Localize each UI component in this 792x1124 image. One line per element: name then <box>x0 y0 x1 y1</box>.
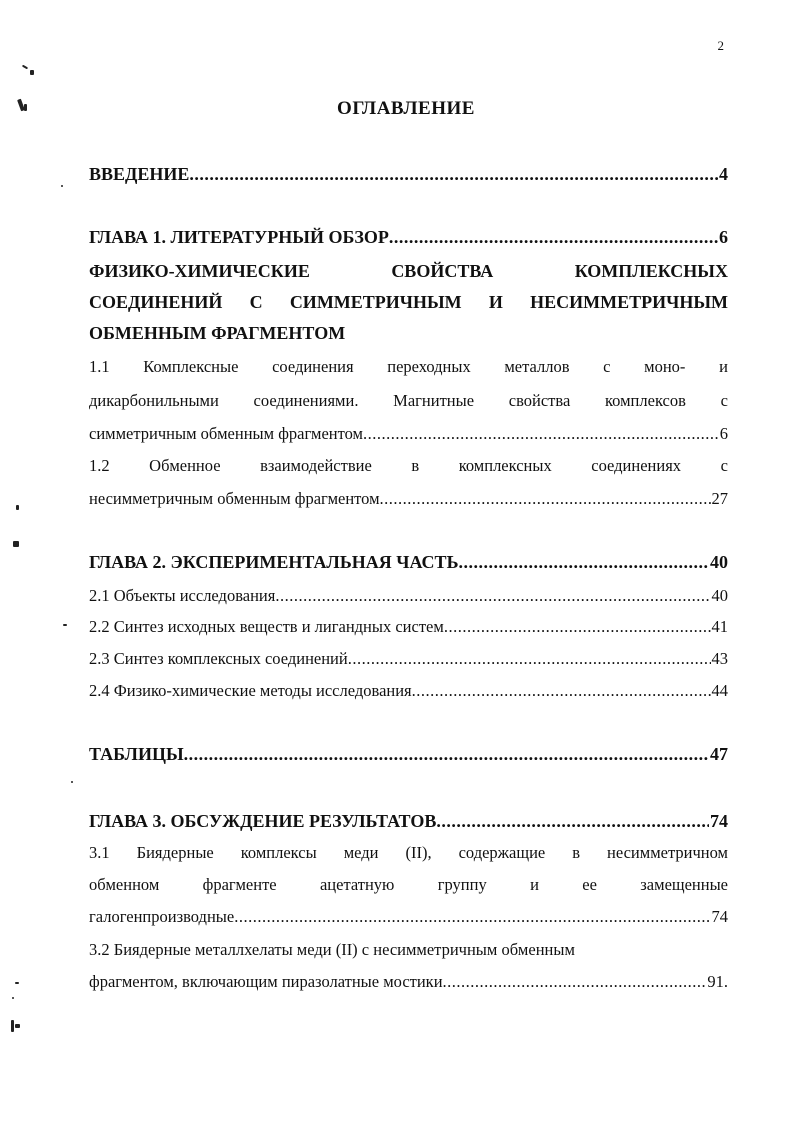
toc-entry-chapter-3[interactable] <box>89 811 728 837</box>
toc-entry-2-1[interactable] <box>89 586 728 612</box>
word: соединения <box>272 357 354 376</box>
toc-entry-page: 40 <box>710 552 728 572</box>
word: Магнитные <box>393 391 475 410</box>
word: дикарбонильными <box>89 391 219 410</box>
toc-entry-2-2[interactable] <box>89 617 728 643</box>
toc-entry-page: 6 <box>719 227 728 247</box>
toc-entry-label: несимметричным обменным фрагментом <box>89 489 380 508</box>
toc-entry-3-1[interactable] <box>89 907 728 933</box>
toc-entry-page: 44 <box>711 681 728 700</box>
word: с <box>603 357 611 376</box>
word: КОМПЛЕКСНЫХ <box>574 261 728 281</box>
word: С <box>249 292 263 312</box>
toc-entry-label: 3.2 Биядерные металлхелаты меди (II) с несимметричным обменным <box>89 940 575 959</box>
scan-artifact <box>63 624 67 626</box>
word: свойства <box>508 391 571 410</box>
toc-entry-page: 6 <box>719 424 728 443</box>
dot-leader <box>189 164 718 185</box>
chapter-1-subtitle-line-2 <box>89 292 728 318</box>
toc-entry-page: 74 <box>711 907 728 926</box>
word: с <box>720 456 728 475</box>
dot-leader <box>412 681 711 701</box>
word: СВОЙСТВА <box>391 261 494 281</box>
toc-entry-label: симметричным обменным фрагментом <box>89 424 363 443</box>
toc-entry-1-1-line-1[interactable] <box>89 357 728 383</box>
toc-entry-label: 2.2 Синтез исходных веществ и лигандных систем <box>89 617 444 636</box>
word: в <box>411 456 420 475</box>
word: ацетатную <box>319 875 395 894</box>
word: соединениях <box>591 456 682 475</box>
toc-entry-page: 43 <box>711 649 728 668</box>
toc-entry-label: галогенпроизводные <box>89 907 235 926</box>
word: и <box>530 875 539 894</box>
word: меди <box>343 843 379 862</box>
word: соединениями. <box>253 391 359 410</box>
word: обменном <box>89 875 160 894</box>
toc-entry-3-1-line-2[interactable] <box>89 875 728 901</box>
toc-entry-chapter-1[interactable] <box>89 227 728 253</box>
scan-artifact <box>11 1020 14 1032</box>
chapter-1-subtitle-line-3 <box>89 323 728 349</box>
toc-entry-label: ГЛАВА 3. ОБСУЖДЕНИЕ РЕЗУЛЬТАТОВ <box>89 811 437 831</box>
toc-entry-1-1[interactable] <box>89 424 728 450</box>
toc-entry-page: 74 <box>710 811 728 831</box>
dot-leader <box>380 489 711 509</box>
word: ее <box>582 875 597 894</box>
toc-entry-2-3[interactable] <box>89 649 728 675</box>
toc-entry-label: фрагментом, включающим пиразолатные мостики <box>89 972 443 991</box>
toc-entry-1-2-line-1[interactable] <box>89 456 728 482</box>
page-number: 2 <box>717 38 724 53</box>
word: комплексов <box>605 391 686 410</box>
word: Биядерные <box>136 843 214 862</box>
toc-entry-label: ВВЕДЕНИЕ <box>89 164 190 184</box>
toc-entry-3-2[interactable] <box>89 972 728 998</box>
word: несимметричном <box>607 843 728 862</box>
word: СОЕДИНЕНИЙ <box>89 292 223 312</box>
word: моно- <box>644 357 686 376</box>
dot-leader <box>348 649 711 669</box>
page-title: ОГЛАВЛЕНИЕ <box>337 98 475 119</box>
toc-entry-3-1-line-1[interactable] <box>89 843 728 869</box>
word: Комплексные <box>143 357 239 376</box>
word: (II), <box>405 843 432 862</box>
dot-leader <box>184 744 709 765</box>
toc-entry-label: ГЛАВА 1. ЛИТЕРАТУРНЫЙ ОБЗОР <box>89 227 389 247</box>
toc-entry-page: 47 <box>710 744 728 764</box>
word: Обменное <box>149 456 221 475</box>
scan-artifact <box>15 1024 20 1028</box>
word: содержащие <box>458 843 546 862</box>
toc-entry-1-2[interactable] <box>89 489 728 515</box>
dot-leader <box>436 811 709 832</box>
scan-artifact <box>16 505 19 510</box>
toc-entry-page: 27 <box>711 489 728 508</box>
word: замещенные <box>640 875 728 894</box>
word: металлов <box>504 357 570 376</box>
word: группу <box>437 875 487 894</box>
toc-entry-tables[interactable] <box>89 744 728 770</box>
word: 1.1 <box>89 357 110 376</box>
toc-entry-1-1-line-2[interactable] <box>89 391 728 417</box>
scan-artifact <box>24 104 27 111</box>
toc-entry-page: 41 <box>711 617 728 636</box>
toc-entry-chapter-2[interactable] <box>89 552 728 578</box>
toc-entry-introduction[interactable] <box>89 164 728 190</box>
toc-entry-3-2-line-1[interactable] <box>89 940 728 966</box>
chapter-1-subtitle-line-1 <box>89 261 728 287</box>
toc-entry-label: ТАБЛИЦЫ <box>89 744 184 764</box>
scan-artifact <box>30 70 34 75</box>
word: НЕСИММЕТРИЧНЫМ <box>530 292 728 312</box>
word: комплексных <box>458 456 552 475</box>
scan-artifact <box>15 982 19 984</box>
dot-leader <box>444 617 711 637</box>
dot-leader <box>234 907 710 927</box>
word: переходных <box>387 357 471 376</box>
word: фрагменте <box>202 875 277 894</box>
scan-artifact <box>61 185 63 187</box>
toc-entry-page: 4 <box>719 164 728 184</box>
toc-entry-label: ГЛАВА 2. ЭКСПЕРИМЕНТАЛЬНАЯ ЧАСТЬ <box>89 552 459 572</box>
toc-entry-label: 2.3 Синтез комплексных соединений <box>89 649 348 668</box>
word: ФИЗИКО-ХИМИЧЕСКИЕ <box>89 261 310 281</box>
toc-entry-page: 40 <box>711 586 728 605</box>
scan-artifact <box>12 997 14 999</box>
dot-leader <box>443 972 707 992</box>
word: 1.2 <box>89 456 110 475</box>
word: И <box>488 292 503 312</box>
toc-entry-label: 2.4 Физико-химические методы исследования <box>89 681 412 700</box>
dot-leader <box>458 552 709 573</box>
word: комплексы <box>240 843 317 862</box>
scan-artifact <box>71 781 73 783</box>
word: с <box>720 391 728 410</box>
toc-entry-page: 91. <box>707 972 728 991</box>
word: СИММЕТРИЧНЫМ <box>289 292 462 312</box>
dot-leader <box>363 424 719 444</box>
word: 3.1 <box>89 843 110 862</box>
word: взаимодействие <box>260 456 372 475</box>
word: и <box>719 357 728 376</box>
toc-entry-label: 2.1 Объекты исследования <box>89 586 276 605</box>
scan-artifact <box>22 65 28 70</box>
dot-leader <box>275 586 710 606</box>
subtitle-text: ОБМЕННЫМ ФРАГМЕНТОМ <box>89 323 346 343</box>
word: в <box>572 843 581 862</box>
toc-entry-2-4[interactable] <box>89 681 728 707</box>
dot-leader <box>389 227 718 248</box>
scan-artifact <box>13 541 19 547</box>
